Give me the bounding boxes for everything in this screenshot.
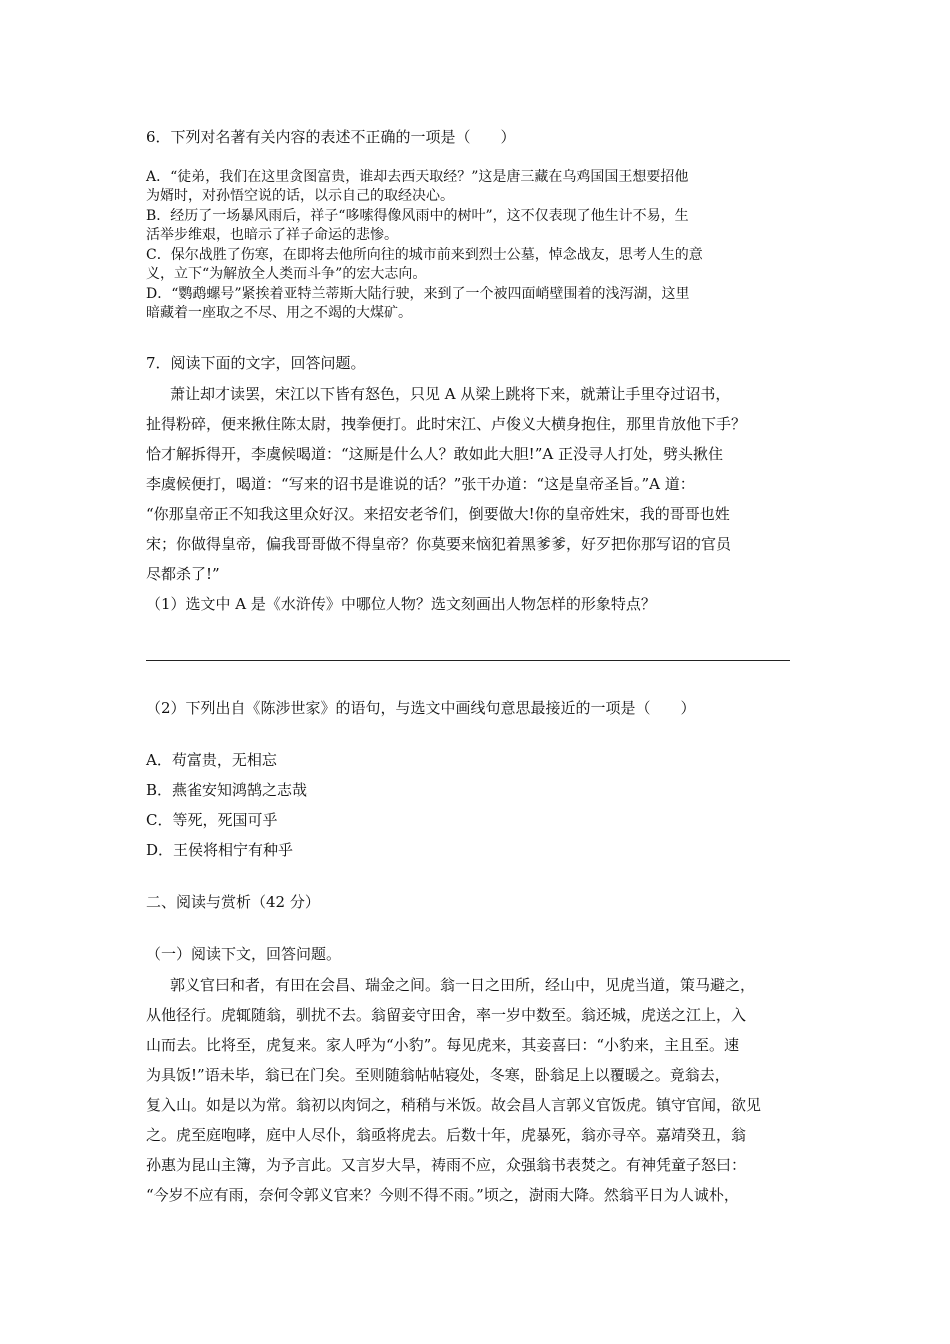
q7-passage-line: 扯得粉碎，便来揪住陈太尉，拽拳便打。此时宋江、卢俊义大横身抱住，那里肯放他下手？ (146, 415, 747, 433)
q6-option-c-line1: C．保尔战胜了伤寒，在即将去他所向往的城市前来到烈士公墓，悼念战友，思考人生的意 (146, 247, 703, 263)
classical-passage-line: 山而去。比将至，虎复来。家人呼为“小豹”。每见虎来，其妾喜曰：“小豹来，主且至。速 (146, 1036, 740, 1054)
classical-passage-line: “今岁不应有雨，奈何令郭义官来？今则不得不雨。”顷之，澍雨大降。然翁平日为人诚朴， (146, 1186, 739, 1204)
q6-option-d-line2: 暗藏着一座取之不尽、用之不竭的大煤矿。 (146, 305, 412, 321)
q7-subquestion-1: （1）选文中 A 是《水浒传》中哪位人物？选文刻画出人物怎样的形象特点？ (146, 595, 656, 613)
q6-option-c-line2: 义，立下“为解放全人类而斗争”的宏大志向。 (146, 266, 427, 282)
q6-option-a-line1: A．“徒弟，我们在这里贪图富贵，谁却去西天取经？”这是唐三藏在乌鸡国国王想要招他 (146, 169, 689, 185)
answer-line (146, 660, 790, 661)
q7-option-a: A．苟富贵，无相忘 (146, 751, 277, 769)
q7-passage-line: “你那皇帝正不知我这里众好汉。来招安老爷们，倒要做大!你的皇帝姓宋，我的哥哥也姓 (146, 505, 730, 523)
q7-passage-line: 恰才解拆得开，李虞候喝道：“这厮是什么人？敢如此大胆!”A 正没寻人打处，劈头揪住 (146, 445, 723, 463)
q7-passage-line: 尽都杀了!” (146, 565, 220, 583)
q6-option-b-line1: B．经历了一场暴风雨后，祥子“哆嗦得像风雨中的树叶”，这不仅表现了他生计不易，生 (146, 208, 689, 224)
q7-option-c: C．等死，死国可乎 (146, 811, 278, 829)
q6-option-d-line1: D．“鹦鹉螺号”紧挨着亚特兰蒂斯大陆行驶，来到了一个被四面峭壁围着的浅泻湖，这里 (146, 286, 690, 302)
classical-passage-line: 从他径行。虎辄随翁，驯扰不去。翁留妾守田舍，率一岁中数至。翁还城，虎送之江上，入 (146, 1006, 747, 1024)
section-subheading: （一）阅读下文，回答问题。 (146, 945, 342, 963)
classical-passage-line: 郭义官曰和者，有田在会昌、瑞金之间。翁一日之田所，经山中，见虎当道，策马避之， (170, 976, 756, 994)
classical-passage-line: 孙惠为昆山主簿，为予言此。又言岁大旱，祷雨不应，众强翁书表焚之。有神凭童子怒曰： (146, 1156, 747, 1174)
q7-option-d: D．王侯将相宁有种乎 (146, 841, 294, 859)
section-heading: 二、阅读与赏析（42 分） (146, 893, 320, 911)
q7-passage-line: 萧让却才读罢，宋江以下皆有怒色，只见 A 从梁上跳将下来，就萧让手里夺过诏书， (170, 385, 731, 403)
q7-subquestion-2: （2）下列出自《陈涉世家》的语句，与选文中画线句意思最接近的一项是（ ） (146, 699, 696, 717)
q7-passage-line: 宋；你做得皇帝，偏我哥哥做不得皇帝？你莫要来恼犯着黑爹爹，好歹把你那写诏的官员 (146, 535, 732, 553)
classical-passage-line: 为具饭!”语未毕，翁已在门矣。至则随翁帖帖寝处，冬寒，卧翁足上以覆暖之。竟翁去， (146, 1066, 730, 1084)
classical-passage-line: 之。虎至庭咆哮，庭中人尽仆，翁亟将虎去。后数十年，虎暴死，翁亦寻卒。嘉靖癸丑，翁 (146, 1126, 747, 1144)
classical-passage-line: 复入山。如是以为常。翁初以肉饲之，稍稍与米饭。故会昌人言郭义官饭虎。镇守官闻，欲见 (146, 1096, 762, 1114)
q7-passage-line: 李虞候便打，喝道：“写来的诏书是谁说的话？”张干办道：“这是皇帝圣旨。”A 道： (146, 475, 695, 493)
q6-option-b-line2: 活举步维艰，也暗示了祥子命运的悲惨。 (146, 227, 398, 243)
q6-stem: 6．下列对名著有关内容的表述不正确的一项是（ ） (146, 128, 516, 146)
q6-option-a-line2: 为婿时，对孙悟空说的话，以示自己的取经决心。 (146, 188, 454, 204)
q7-stem: 7．阅读下面的文字，回答问题。 (146, 354, 366, 372)
q7-option-b: B．燕雀安知鸿鹄之志哉 (146, 781, 308, 799)
